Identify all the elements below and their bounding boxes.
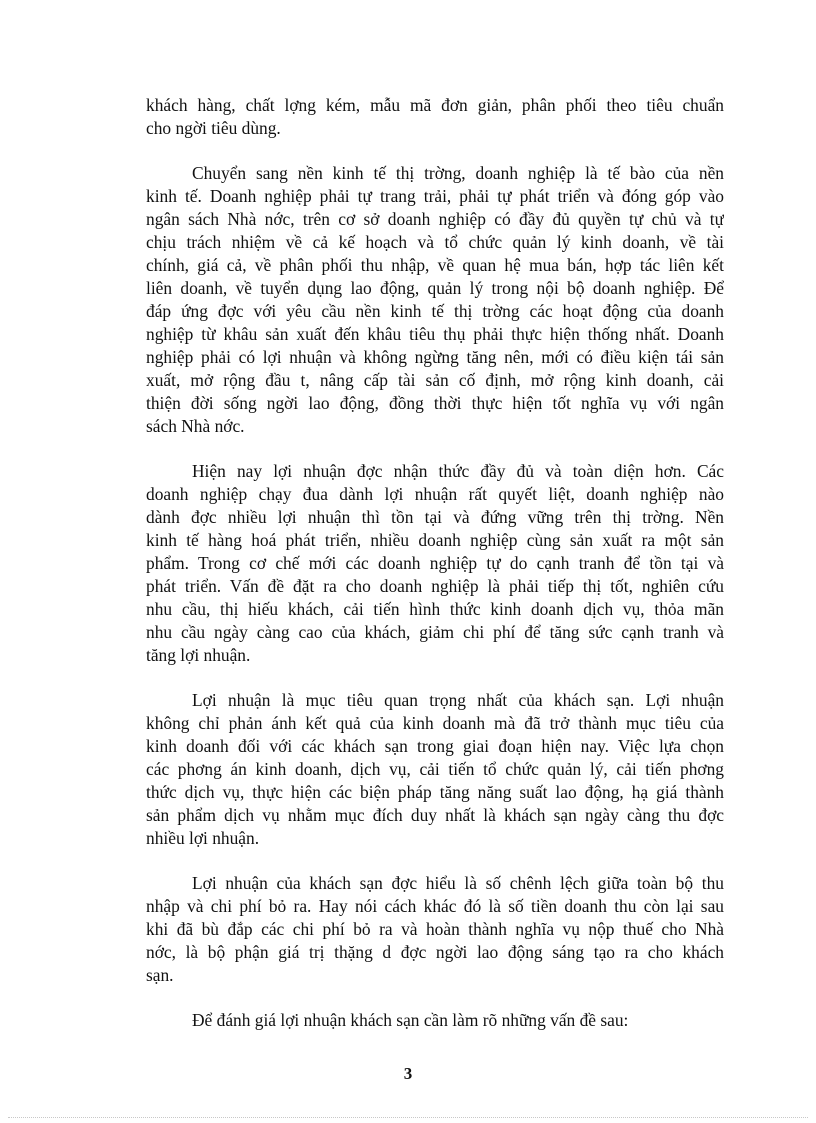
text-line: kinh doanh đối với các khách sạn trong giai đoạn hiện nay. Việc lựa chọn [146, 736, 724, 756]
text-line: nghiệp phải có lợi nhuận và không ngừng tăng nên, mới có điều kiện tái sản [146, 347, 724, 367]
text-line: liên doanh, về tuyển dụng lao động, quản lý trong nội bộ doanh nghiệp. Để [146, 278, 724, 298]
text-line: các phơng án kinh doanh, dịch vụ, cải tiến tổ chức quản lý, cải tiến phơng [146, 759, 724, 779]
page-bottom-border [8, 1117, 808, 1118]
paragraph [146, 1009, 724, 1032]
text-line: nhu cầu ngày càng cao của khách, giảm chi phí để tăng sức cạnh tranh và [146, 622, 724, 642]
text-line: nhu cầu, thị hiếu khách, cải tiến hình thức kinh doanh dịch vụ, thỏa mãn [146, 599, 724, 619]
text-line: dành đợc nhiều lợi nhuận thì tồn tại và đứng vững trên thị trờng. Nền [146, 507, 724, 527]
text-line: nghiệp từ khâu sản xuất đến khâu tiêu thụ phải thực hiện thống nhất. Doanh [146, 324, 724, 344]
text-line: không chỉ phản ánh kết quả của kinh doanh mà đã trở thành mục tiêu của [146, 713, 724, 733]
text-line: thức dịch vụ, thực hiện các biện pháp tăng năng suất lao động, hạ giá thành [146, 782, 724, 802]
text-line: sạn. [146, 965, 174, 985]
text-line: Lợi nhuận là mục tiêu quan trọng nhất của khách sạn. Lợi nhuận [192, 690, 724, 710]
text-line: doanh nghiệp chạy đua dành lợi nhuận rất quyết liệt, doanh nghiệp nào [146, 484, 724, 504]
text-line: khi đã bù đắp các chi phí bỏ ra và hoàn thành nghĩa vụ nộp thuế cho Nhà [146, 919, 724, 939]
paragraph [146, 689, 724, 850]
page-number: 3 [403, 1064, 413, 1083]
text-line: Hiện nay lợi nhuận đợc nhận thức đầy đủ và toàn diện hơn. Các [192, 461, 724, 481]
text-line: nhập và chi phí bỏ ra. Hay nói cách khác đó là số tiền doanh thu còn lại sau [146, 896, 724, 916]
paragraph [146, 162, 724, 438]
text-line: kinh tế hàng hoá phát triển, nhiều doanh nghiệp cùng sản xuất ra một sản [146, 530, 724, 550]
text-line: thiện đời sống ngời lao động, đồng thời thực hiện tốt nghĩa vụ với ngân [146, 393, 724, 413]
text-line: Lợi nhuận của khách sạn đợc hiểu là số chênh lệch giữa toàn bộ thu [192, 873, 724, 893]
paragraph [146, 872, 724, 987]
text-line: Chuyển sang nền kinh tế thị trờng, doanh nghiệp là tế bào của nền [192, 163, 724, 183]
text-line: chịu trách nhiệm về cả kế hoạch và tổ chức quản lý kinh doanh, về tài [146, 232, 724, 252]
text-line: cho ngời tiêu dùng. [146, 118, 281, 138]
paragraph [146, 94, 724, 140]
text-line: ngân sách Nhà nớc, trên cơ sở doanh nghiệp có đầy đủ quyền tự chủ và tự [146, 209, 724, 229]
text-line: khách hàng, chất lợng kém, mẫu mã đơn giản, phân phối theo tiêu chuẩn [146, 95, 724, 115]
text-line: sách Nhà nớc. [146, 416, 245, 436]
document-body [146, 94, 724, 1032]
text-line: nớc, là bộ phận giá trị thặng d đợc ngời lao động sáng tạo ra cho khách [146, 942, 724, 962]
text-line: sản phẩm dịch vụ nhằm mục đích duy nhất là khách sạn ngày càng thu đợc [146, 805, 724, 825]
text-line: phát triển. Vấn đề đặt ra cho doanh nghiệp là phải tiếp thị tốt, nghiên cứu [146, 576, 724, 596]
text-line: đáp ứng đợc với yêu cầu nền kinh tế thị trờng các hoạt động của doanh [146, 301, 724, 321]
text-line: chính, giá cả, về phân phối thu nhập, về quan hệ mua bán, hợp tác liên kết [146, 255, 724, 275]
text-line: xuất, mở rộng đầu t, nâng cấp tài sản cố định, mở rộng kinh doanh, cải [146, 370, 724, 390]
text-line: kinh tế. Doanh nghiệp phải tự trang trải, phải tự phát triển và đóng góp vào [146, 186, 724, 206]
text-line: tăng lợi nhuận. [146, 645, 251, 665]
text-line: nhiều lợi nhuận. [146, 828, 260, 848]
paragraph [146, 460, 724, 667]
text-line: phẩm. Trong cơ chế mới các doanh nghiệp tự do cạnh tranh để tồn tại và [146, 553, 724, 573]
text-line: Để đánh giá lợi nhuận khách sạn cần làm rõ những vấn đề sau: [192, 1010, 629, 1030]
